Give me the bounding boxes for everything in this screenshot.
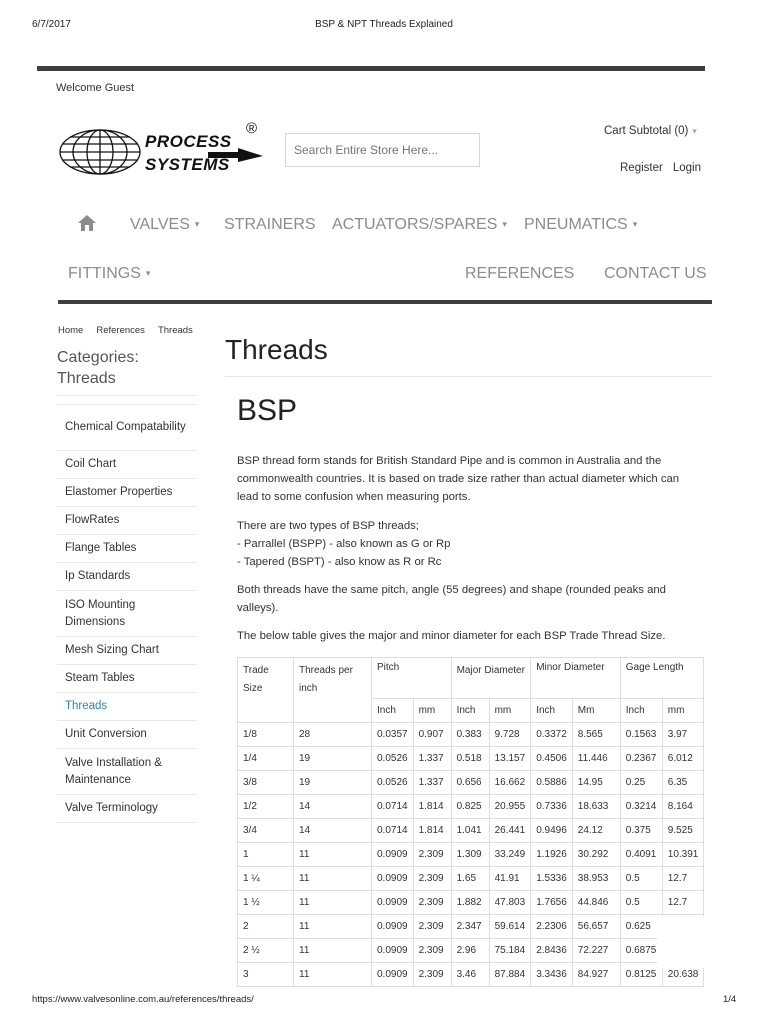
table-cell: 20.638 xyxy=(662,963,704,987)
bsp-thread-table xyxy=(237,657,704,987)
table-cell: 75.184 xyxy=(489,939,531,963)
table-cell: 28 xyxy=(294,723,372,747)
table-cell: 1.337 xyxy=(413,747,451,771)
table-cell: 11 xyxy=(294,891,372,915)
table-row xyxy=(238,819,704,843)
table-cell: 1.814 xyxy=(413,819,451,843)
table-cell: 0.0909 xyxy=(372,891,414,915)
categories-divider xyxy=(57,395,197,396)
table-cell: 8.164 xyxy=(662,795,704,819)
table-cell: 0.3372 xyxy=(531,723,573,747)
table-cell: 6.012 xyxy=(662,747,704,771)
table-cell: 44.846 xyxy=(572,891,620,915)
sidebar-item-steam-tables[interactable]: Steam Tables xyxy=(57,665,197,693)
table-cell: 2.8436 xyxy=(531,939,573,963)
nav-actuators-label: ACTUATORS/SPARES xyxy=(332,216,498,233)
overlay-mask xyxy=(657,916,717,968)
table-row xyxy=(238,795,704,819)
table-cell: 19 xyxy=(294,771,372,795)
category-sidebar xyxy=(57,404,197,823)
sidebar-item-coil-chart[interactable]: Coil Chart xyxy=(57,451,197,479)
table-cell: 1/4 xyxy=(238,747,294,771)
table-cell: 2.309 xyxy=(413,867,451,891)
table-cell: 19 xyxy=(294,747,372,771)
table-cell: 20.955 xyxy=(489,795,531,819)
table-cell: 1.814 xyxy=(413,795,451,819)
search-input[interactable] xyxy=(285,133,480,167)
table-row xyxy=(238,915,704,939)
nav-bottom-bar xyxy=(58,300,712,304)
unit-header: Inch xyxy=(451,699,489,723)
table-cell: 0.5 xyxy=(620,867,662,891)
table-cell: 9.525 xyxy=(662,819,704,843)
table-cell: 0.907 xyxy=(413,723,451,747)
table-cell: 14.95 xyxy=(572,771,620,795)
table-cell: 2.347 xyxy=(451,915,489,939)
nav-fittings[interactable] xyxy=(68,265,150,283)
table-cell: 3 xyxy=(238,963,294,987)
header-minor-diameter: Minor Diameter xyxy=(531,658,621,699)
site-logo[interactable] xyxy=(58,122,268,182)
paragraph-table-intro: The below table gives the major and minor diameter for each BSP Trade Thread Size. xyxy=(237,630,666,642)
table-cell: 8.565 xyxy=(572,723,620,747)
sidebar-item-iso-mounting-dimensions[interactable]: ISO Mounting Dimensions xyxy=(57,591,197,637)
table-cell: 11 xyxy=(294,963,372,987)
sidebar-item-valve-installation[interactable]: Valve Installation & Maintenance xyxy=(57,749,197,795)
unit-header: mm xyxy=(662,699,704,723)
table-cell: 0.518 xyxy=(451,747,489,771)
table-cell: 33.249 xyxy=(489,843,531,867)
table-cell: 3.97 xyxy=(662,723,704,747)
table-cell: 11 xyxy=(294,915,372,939)
table-cell: 0.4506 xyxy=(531,747,573,771)
type-parallel: - Parrallel (BSPP) - also known as G or Rp xyxy=(237,538,451,550)
header-threads-per-inch: Threads per inch xyxy=(294,658,372,723)
chevron-down-icon: ▾ xyxy=(145,268,151,279)
table-row xyxy=(238,891,704,915)
table-row xyxy=(238,939,704,963)
sidebar-item-ip-standards[interactable]: Ip Standards xyxy=(57,563,197,591)
section-title: BSP xyxy=(237,394,298,427)
table-row xyxy=(238,843,704,867)
table-cell: 3/4 xyxy=(238,819,294,843)
sidebar-item-unit-conversion[interactable]: Unit Conversion xyxy=(57,721,197,749)
table-cell: 2.309 xyxy=(413,843,451,867)
unit-header: Mm xyxy=(572,699,620,723)
table-cell: 2.309 xyxy=(413,891,451,915)
table-cell: 1.1926 xyxy=(531,843,573,867)
table-cell: 1 ¼ xyxy=(238,867,294,891)
logo-text-process: PROCESS xyxy=(145,132,232,151)
table-cell: 3.46 xyxy=(451,963,489,987)
print-page-number: 1/4 xyxy=(723,994,737,1005)
table-cell: 59.614 xyxy=(489,915,531,939)
table-cell: 0.25 xyxy=(620,771,662,795)
nav-valves[interactable] xyxy=(130,216,199,234)
nav-valves-label: VALVES xyxy=(130,216,190,233)
table-cell: 18.633 xyxy=(572,795,620,819)
categories-title: Categories: Threads xyxy=(57,349,139,387)
table-cell: 0.0714 xyxy=(372,819,414,843)
table-cell: 14 xyxy=(294,795,372,819)
table-cell: 38.953 xyxy=(572,867,620,891)
table-cell: 87.884 xyxy=(489,963,531,987)
table-cell: 1 xyxy=(238,843,294,867)
table-cell: 0.0714 xyxy=(372,795,414,819)
table-cell: 0.0526 xyxy=(372,771,414,795)
table-cell: 0.8125 xyxy=(620,963,662,987)
nav-strainers-label: STRAINERS xyxy=(224,216,316,233)
table-cell: 12.7 xyxy=(662,891,704,915)
chevron-down-icon: ▾ xyxy=(632,219,638,230)
table-cell: 0.825 xyxy=(451,795,489,819)
table-cell: 0.6875 xyxy=(620,939,662,963)
table-cell: 0.3214 xyxy=(620,795,662,819)
sidebar-item-threads[interactable]: Threads xyxy=(57,693,197,721)
table-cell: 0.1563 xyxy=(620,723,662,747)
table-cell: 47.803 xyxy=(489,891,531,915)
table-cell: 0.0526 xyxy=(372,747,414,771)
table-cell: 2 ½ xyxy=(238,939,294,963)
table-cell: 1.309 xyxy=(451,843,489,867)
table-cell: 1/2 xyxy=(238,795,294,819)
table-cell: 0.4091 xyxy=(620,843,662,867)
table-cell: 0.2367 xyxy=(620,747,662,771)
table-cell: 2.96 xyxy=(451,939,489,963)
header-pitch: Pitch xyxy=(372,658,452,699)
sidebar-item-valve-terminology[interactable]: Valve Terminology xyxy=(57,795,197,823)
nav-contact[interactable] xyxy=(604,265,707,283)
nav-contact-label: CONTACT US xyxy=(604,265,707,282)
sidebar-item-elastomer-properties[interactable]: Elastomer Properties xyxy=(57,479,197,507)
table-cell: 0.0909 xyxy=(372,843,414,867)
table-cell: 0.625 xyxy=(620,915,662,939)
nav-actuators[interactable] xyxy=(332,216,507,234)
table-cell: 56.657 xyxy=(572,915,620,939)
table-row xyxy=(238,963,704,987)
table-cell: 2.2306 xyxy=(531,915,573,939)
table-cell: 16.662 xyxy=(489,771,531,795)
nav-references[interactable] xyxy=(465,265,574,283)
table-cell: 11 xyxy=(294,939,372,963)
table-cell: 11.446 xyxy=(572,747,620,771)
paragraph-pitch: Both threads have the same pitch, angle (55 degrees) and shape (rounded peaks and valleys). xyxy=(237,584,666,614)
table-cell: 12.7 xyxy=(662,867,704,891)
nav-fittings-label: FITTINGS xyxy=(68,265,141,282)
unit-header: mm xyxy=(413,699,451,723)
paragraph-intro: BSP thread form stands for British Standard Pipe and is common in Australia and the commonwealth countries. It is based on trade size rather than actual diameter which can lead to some confusion when measuring ports. xyxy=(237,455,680,503)
table-cell: 1.041 xyxy=(451,819,489,843)
register-link[interactable]: Register xyxy=(620,162,663,174)
table-cell: 1.7656 xyxy=(531,891,573,915)
table-cell: 11 xyxy=(294,843,372,867)
table-cell: 0.7336 xyxy=(531,795,573,819)
table-cell: 3/8 xyxy=(238,771,294,795)
table-cell: 0.0357 xyxy=(372,723,414,747)
chevron-down-icon: ▾ xyxy=(194,219,200,230)
print-url: https://www.valvesonline.com.au/references/threads/ xyxy=(32,994,254,1005)
table-cell: 1/8 xyxy=(238,723,294,747)
table-cell: 0.375 xyxy=(620,819,662,843)
table-cell: 1.337 xyxy=(413,771,451,795)
unit-header: mm xyxy=(489,699,531,723)
logo-text-systems: SYSTEMS xyxy=(145,155,230,174)
unit-header: Inch xyxy=(372,699,414,723)
table-cell: 0.0909 xyxy=(372,915,414,939)
table-row xyxy=(238,771,704,795)
table-row xyxy=(238,723,704,747)
account-links xyxy=(620,162,711,174)
table-cell: 0.5 xyxy=(620,891,662,915)
paragraph-types xyxy=(237,517,697,571)
registered-mark: ® xyxy=(246,120,258,137)
nav-references-label: REFERENCES xyxy=(465,265,575,282)
table-cell: 30.292 xyxy=(572,843,620,867)
print-title: BSP & NPT Threads Explained xyxy=(315,19,453,30)
nav-pneumatics-label: PNEUMATICS xyxy=(524,216,628,233)
breadcrumb-threads: Threads xyxy=(157,325,193,336)
header-gage-length: Gage Length xyxy=(620,658,704,699)
table-cell: 1.5336 xyxy=(531,867,573,891)
table-cell: 0.0909 xyxy=(372,867,414,891)
table-cell: 72.227 xyxy=(572,939,620,963)
unit-header: Inch xyxy=(531,699,573,723)
title-divider xyxy=(225,376,712,377)
table-cell: 6.35 xyxy=(662,771,704,795)
table-cell: 10.391 xyxy=(662,843,704,867)
header-trade-size: Trade Size xyxy=(238,658,294,723)
table-cell: 0.0909 xyxy=(372,939,414,963)
nav-pneumatics[interactable] xyxy=(524,216,637,234)
header-major-diameter: Major Diameter xyxy=(451,658,531,699)
table-cell: 0.383 xyxy=(451,723,489,747)
sidebar-item-flange-tables[interactable]: Flange Tables xyxy=(57,535,197,563)
cart-label: Cart Subtotal (0) xyxy=(604,125,689,137)
print-date: 6/7/2017 xyxy=(32,19,71,30)
table-cell: 2.309 xyxy=(413,963,451,987)
table-cell: 14 xyxy=(294,819,372,843)
table-cell: 2.309 xyxy=(413,939,451,963)
breadcrumb xyxy=(58,325,206,336)
table-cell: 0.9496 xyxy=(531,819,573,843)
chevron-down-icon: ▾ xyxy=(502,219,507,230)
sidebar-item-flowrates[interactable]: FlowRates xyxy=(57,507,197,535)
cart-subtotal[interactable] xyxy=(604,125,697,137)
type-tapered: - Tapered (BSPT) - also know as R or Rc xyxy=(237,556,442,568)
welcome-message: Welcome Guest xyxy=(56,82,135,94)
table-cell: 41.91 xyxy=(489,867,531,891)
table-cell: 1 ½ xyxy=(238,891,294,915)
table-cell: 0.656 xyxy=(451,771,489,795)
sidebar-item-chemical-compatability[interactable]: Chemical Compatability xyxy=(57,405,197,451)
unit-header: Inch xyxy=(620,699,662,723)
table-cell: 3.3436 xyxy=(531,963,573,987)
page-title: Threads xyxy=(225,334,328,365)
nav-strainers[interactable] xyxy=(224,216,316,234)
table-cell: 1.882 xyxy=(451,891,489,915)
top-bar xyxy=(37,66,705,71)
table-cell: 11 xyxy=(294,867,372,891)
table-cell: 13.157 xyxy=(489,747,531,771)
table-row xyxy=(238,747,704,771)
table-row xyxy=(238,867,704,891)
breadcrumb-home[interactable]: Home xyxy=(58,325,84,336)
table-cell: 9.728 xyxy=(489,723,531,747)
table-cell: 0.0909 xyxy=(372,963,414,987)
table-cell: 24.12 xyxy=(572,819,620,843)
table-cell: 1.65 xyxy=(451,867,489,891)
table-cell: 0.5886 xyxy=(531,771,573,795)
types-heading: There are two types of BSP threads; xyxy=(237,520,419,532)
table-cell: 2 xyxy=(238,915,294,939)
table-cell: 2.309 xyxy=(413,915,451,939)
table-cell: 84.927 xyxy=(572,963,620,987)
sidebar-item-mesh-sizing-chart[interactable]: Mesh Sizing Chart xyxy=(57,637,197,665)
home-icon[interactable] xyxy=(77,214,97,232)
chevron-down-icon: ▾ xyxy=(692,126,697,136)
breadcrumb-references[interactable]: References xyxy=(96,325,145,336)
table-cell: 26.441 xyxy=(489,819,531,843)
login-link[interactable]: Login xyxy=(672,162,701,174)
